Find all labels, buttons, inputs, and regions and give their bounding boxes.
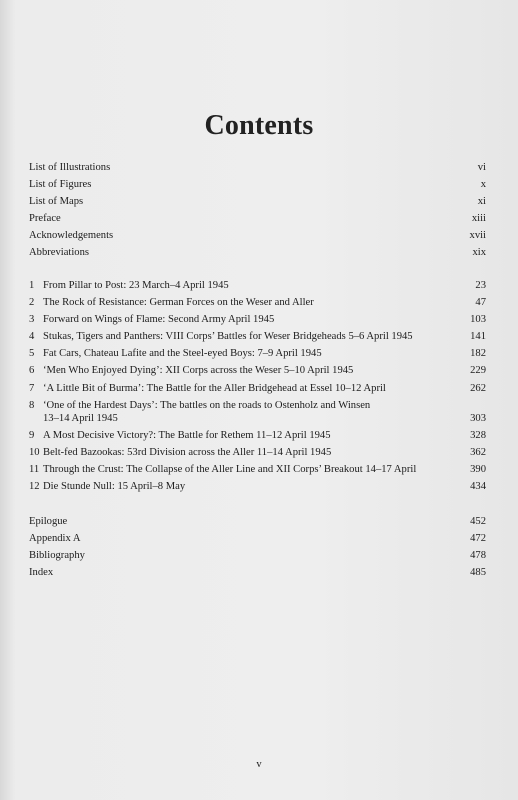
chapter-page: 182 (470, 348, 486, 360)
toc-entry-page: 452 (470, 516, 486, 527)
chapter-entry (29, 277, 486, 294)
toc-entry-label: Acknowledgements (29, 230, 114, 242)
chapter-title: Forward on Wings of Flame: Second Army April 1945 (43, 314, 275, 326)
page-number: v (256, 759, 262, 770)
chapter-number: 2 (29, 297, 35, 309)
chapter-title: Through the Crust: The Collapse of the Aller Line and XII Corps’ Breakout 14–17 April (43, 464, 417, 476)
chapter-title-line-2: 13–14 April 1945 (43, 412, 118, 424)
chapter-page: 390 (470, 464, 486, 476)
chapter-page: 434 (470, 481, 486, 493)
toc-entry-page: 472 (470, 533, 486, 545)
chapter-number: 7 (29, 382, 35, 394)
toc-entry (29, 564, 486, 581)
toc-entry-page: x (480, 179, 486, 191)
chapter-entry (29, 294, 486, 311)
toc-entry-page: xvii (469, 230, 486, 242)
toc-entry-page: 478 (470, 550, 486, 562)
chapter-page: 303 (470, 412, 486, 424)
chapter-entry (29, 311, 486, 328)
chapter-title: Fat Cars, Chateau Lafite and the Steel-eyed Boys: 7–9 April 1945 (43, 348, 322, 360)
back-matter-list (29, 513, 486, 581)
chapter-entry (29, 444, 486, 461)
chapter-title: Die Stunde Null: 15 April–8 May (43, 481, 186, 493)
chapter-number: 4 (29, 331, 35, 343)
chapter-number: 5 (29, 348, 35, 360)
chapter-title: Belt-fed Bazookas: 53rd Division across the Aller 11–14 April 1945 (43, 447, 332, 459)
chapter-number: 12 (29, 481, 40, 493)
page-title: Contents (204, 110, 314, 141)
chapter-title: The Rock of Resistance: German Forces on the Weser and Aller (43, 297, 314, 309)
chapter-page: 262 (470, 382, 486, 394)
toc-entry-label: Bibliography (29, 550, 85, 562)
chapter-number: 3 (29, 314, 35, 326)
toc-entry (29, 159, 486, 176)
chapter-number: 8 (29, 399, 35, 411)
toc-entry (29, 210, 486, 227)
chapter-page: 103 (470, 314, 486, 326)
chapter-entry (29, 478, 486, 495)
front-matter-list (29, 159, 486, 262)
toc-entry (29, 227, 486, 244)
chapter-number: 9 (29, 430, 35, 442)
chapter-entry (29, 461, 486, 478)
toc-entry-page: xix (472, 247, 486, 259)
chapter-entry (29, 397, 486, 427)
chapter-entry (29, 427, 486, 444)
chapter-entry (29, 362, 486, 379)
chapter-title: From Pillar to Post: 23 March–4 April 1945 (43, 280, 229, 291)
toc-entry (29, 176, 486, 193)
chapter-title: ‘A Little Bit of Burma’: The Battle for the Aller Bridgehead at Essel 10–12 April (43, 382, 386, 394)
chapter-entry (29, 345, 486, 362)
chapter-number: 1 (29, 280, 35, 291)
chapter-title: ‘Men Who Enjoyed Dying’: XII Corps across the Weser 5–10 April 1945 (43, 365, 354, 377)
chapter-page: 47 (475, 297, 486, 309)
chapter-number: 11 (29, 464, 40, 476)
toc-entry (29, 513, 486, 530)
toc-entry (29, 547, 486, 564)
chapter-page: 328 (470, 430, 486, 442)
toc-entry-label: List of Maps (29, 196, 84, 208)
chapter-entry (29, 328, 486, 345)
chapter-page: 362 (470, 447, 486, 459)
toc-entry-page: xiii (471, 213, 486, 225)
toc-entry-label: List of Figures (29, 179, 92, 191)
chapter-page: 141 (470, 331, 486, 343)
chapter-title: A Most Decisive Victory?: The Battle for Rethem 11–12 April 1945 (43, 430, 331, 442)
chapter-title (43, 399, 456, 425)
toc-entry (29, 244, 486, 261)
toc-entry-page: xi (477, 196, 486, 208)
chapter-number: 10 (29, 447, 40, 459)
toc-entry-label: Epilogue (29, 516, 68, 527)
chapter-list (29, 277, 486, 495)
toc-entry-label: Abbreviations (29, 247, 90, 259)
toc-entry (29, 530, 486, 547)
chapter-title: Stukas, Tigers and Panthers: VIII Corps’ Battles for Weser Bridgeheads 5–6 April 1945 (43, 331, 413, 343)
chapter-page: 23 (475, 280, 486, 291)
toc-entry-page: 485 (470, 567, 486, 579)
toc-entry-label: Preface (29, 213, 61, 225)
toc-entry-label: List of Illustrations (29, 162, 111, 173)
chapter-entry (29, 380, 486, 397)
toc-entry (29, 193, 486, 210)
chapter-number: 6 (29, 365, 35, 377)
chapter-title-line-1: ‘One of the Hardest Days’: The battles on the roads to Ostenholz and Winsen (43, 399, 371, 411)
toc-entry-label: Appendix A (29, 533, 81, 545)
toc-entry-label: Index (29, 567, 54, 579)
chapter-page: 229 (470, 365, 486, 377)
toc-entry-page: vi (477, 162, 486, 173)
